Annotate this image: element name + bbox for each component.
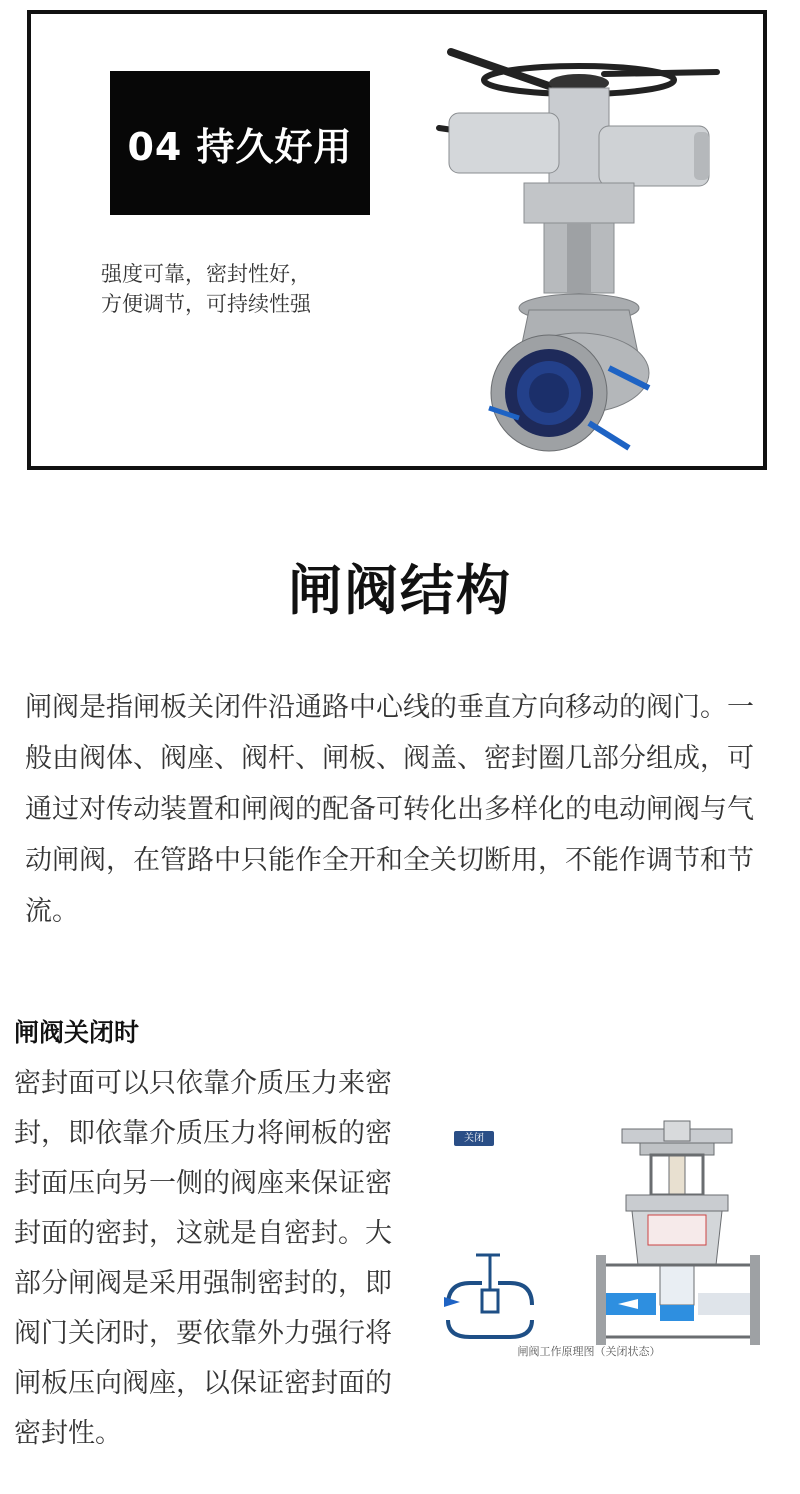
intro-paragraph: 闸阀是指闸板关闭件沿通路中心线的垂直方向移动的阀门。一般由阀体、阀座、阀杆、闸板、阀盖、密封圈几部分组成，可通过对传动装置和闸阀的配备可转化出多样化的电动闸阀与气动闸阀，在管路中只能作全开和全关切断用，不能作调节和节流。 <box>25 692 754 927</box>
feature-desc-line2: 方便调节，可持续性强 <box>101 292 311 316</box>
diagram-status-tag: 关闭 <box>454 1131 494 1146</box>
feature-badge <box>110 71 370 215</box>
feature-card <box>27 10 767 470</box>
subsection-title: 闸阀关闭时 <box>14 1018 140 1047</box>
feature-description <box>101 259 421 319</box>
electric-gate-valve-image <box>429 28 729 458</box>
gate-valve-working-principle-diagram <box>436 1115 766 1375</box>
diagram-caption: 闸阀工作原理图（关闭状态） <box>517 1345 661 1358</box>
closing-paragraph: 密封面可以只依靠介质压力来密封，即依靠介质压力将闸板的密封面压向另一侧的阀座来保证密封面的密封，这就是自密封。大部分闸阀是采用强制密封的，即阀门关闭时，要依靠外力强行将闸板压向阀座，以保证密封面的密封性。 <box>14 1068 392 1449</box>
feature-badge-label: 04 持久好用 <box>127 124 353 169</box>
section-title: 闸阀结构 <box>288 559 512 622</box>
feature-desc-line1: 强度可靠，密封性好， <box>101 262 311 286</box>
